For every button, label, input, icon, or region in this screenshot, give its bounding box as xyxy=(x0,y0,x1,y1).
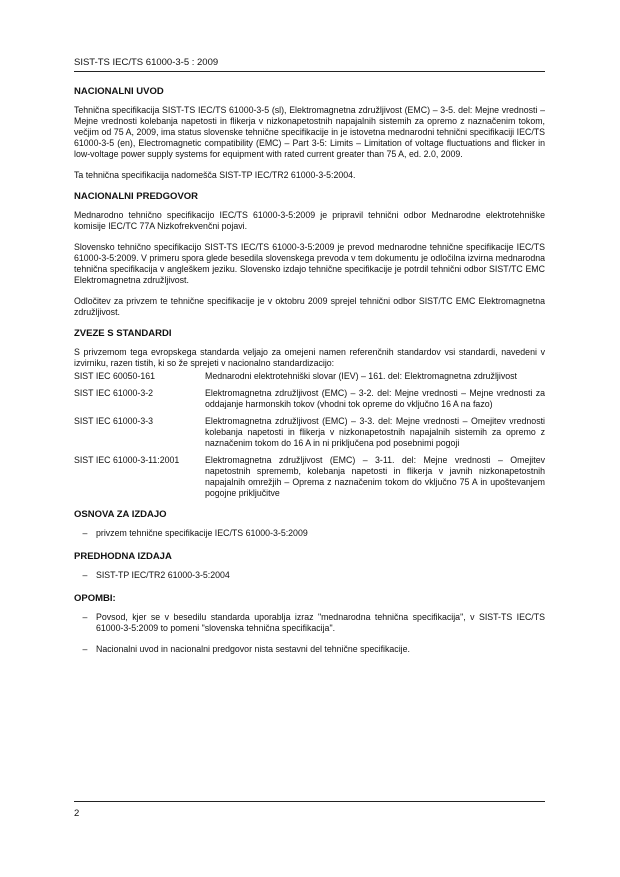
table-row xyxy=(74,416,545,449)
standard-description: Elektromagnetna združljivost (EMC) – 3-3. del: Mejne vrednosti – Omejitev vrednosti kolebanja napetosti in flikerja v nizkonapetostnih napajalnih sistemih za opremo z naznačenim tokom do 16 A in ni priključena pod posebnimi pogoji xyxy=(205,416,545,448)
section-nacionalni-predgovor xyxy=(74,191,545,318)
footer-divider xyxy=(74,801,545,802)
standard-description: Mednarodni elektrotehniški slovar (IEV) – 161. del: Elektromagnetna združljivost xyxy=(205,371,517,381)
dash-marker: – xyxy=(82,570,88,580)
dash-marker: – xyxy=(82,644,88,654)
list-item-text: privzem tehnične specifikacije IEC/TS 61000-3-5:2009 xyxy=(96,528,308,538)
paragraph: Tehnična specifikacija SIST-TS IEC/TS 61000-3-5 (sl), Elektromagnetna združljivost (EMC) – 3-5. del: Mejne vrednosti – Mejne vrednosti kolebanja napetosti in flikerja v nizkonapetostnih napajalnih sistemih za opremo z naznačenim tokom, večjim od 75 A, 2009, ima status slovenske tehnične specifikacije in je istovetna mednarodni tehnični specifikaciji IEC/TS 61000-3-5 (en), Electromagnetic compatibility (EMC) – Part 3-5: Limits – Limitation of voltage fluctuations and flicker in low-voltage power supply systems for equipment with rated current greater than 75 A, ed. 2.0, 2009. xyxy=(74,105,545,159)
table-row xyxy=(74,455,545,499)
dash-list xyxy=(74,570,545,581)
page-number: 2 xyxy=(74,808,80,819)
table-row xyxy=(74,371,545,382)
paragraph: Mednarodno tehnično specifikacijo IEC/TS 61000-3-5:2009 je pripravil tehnični odbor Mednarodne elektrotehniške komisije IEC/TC 77A Nizkofrekvenčni pojavi. xyxy=(74,210,545,231)
dash-list xyxy=(74,612,545,655)
paragraph: Slovensko tehnično specifikacijo SIST-TS IEC/TS 61000-3-5:2009 je prevod mednarodne tehnične specifikacije IEC/TS 61000-3-5:2009. V primeru spora glede besedila slovenskega prevoda v tem dokumentu je odločilna izvirna mednarodna tehnična specifikacija v angleškem jeziku. Slovensko izdajo tehnične specifikacije je potrdil tehnični odbor SIST/TC EMC Elektromagnetna združljivost. xyxy=(74,242,545,285)
section-title: OSNOVA ZA IZDAJO xyxy=(74,509,167,520)
standard-code: SIST IEC 61000-3-3 xyxy=(74,416,154,426)
list-item xyxy=(74,612,545,634)
list-item xyxy=(74,570,545,581)
section-title: NACIONALNI PREDGOVOR xyxy=(74,191,199,202)
section-title: NACIONALNI UVOD xyxy=(74,86,164,97)
section-title: PREDHODNA IZDAJA xyxy=(74,551,172,562)
running-header: SIST-TS IEC/TS 61000-3-5 : 2009 xyxy=(74,57,545,72)
list-item xyxy=(74,528,545,539)
standard-code: SIST IEC 61000-3-11:2001 xyxy=(74,455,180,465)
section-title: OPOMBI: xyxy=(74,593,116,604)
paragraph: Ta tehnična specifikacija nadomešča SIST-TP IEC/TR2 61000-3-5:2004. xyxy=(74,170,356,180)
section-nacionalni-uvod xyxy=(74,86,545,181)
standard-code: SIST IEC 60050-161 xyxy=(74,371,156,381)
standards-table xyxy=(74,371,545,499)
dash-list xyxy=(74,528,545,539)
section-title: ZVEZE S STANDARDI xyxy=(74,328,172,339)
paragraph: S privzemom tega evropskega standarda veljajo za omejeni namen referenčnih standardov vsi standardi, navedeni v izvirniku, razen tistih, ki so že sprejeti v nacionalno standardizacijo: xyxy=(74,347,545,368)
paragraph: Odločitev za privzem te tehnične specifikacije je v oktobru 2009 sprejel tehnični odbor SIST/TC EMC Elektromagnetna združljivost. xyxy=(74,296,545,317)
table-row xyxy=(74,388,545,410)
section-opombi xyxy=(74,593,545,655)
section-osnova-za-izdajo xyxy=(74,509,545,539)
standard-description: Elektromagnetna združljivost (EMC) – 3-11. del: Mejne vrednosti – Omejitev napetostnih sprememb, kolebanja napetosti in flikerja v javnih nizkonapetostnih napajalnih omrežjih – Oprema z naznačenim tokom do vključno 75 A in upoštevanjem pogojne priključitve xyxy=(205,455,545,498)
list-item xyxy=(74,644,545,655)
section-predhodna-izdaja xyxy=(74,551,545,581)
page-content xyxy=(74,86,545,667)
dash-marker: – xyxy=(82,528,88,538)
section-zveze-s-standardi xyxy=(74,328,545,499)
list-item-text: SIST-TP IEC/TR2 61000-3-5:2004 xyxy=(96,570,230,580)
list-item-text: Nacionalni uvod in nacionalni predgovor nista sestavni del tehnične specifikacije. xyxy=(96,644,410,654)
list-item-text: Povsod, kjer se v besedilu standarda uporablja izraz "mednarodna tehnična specifikacija", v SIST-TS IEC/TS 61000-3-5:2009 to pomeni "slovenska tehnična specifikacija". xyxy=(96,612,545,633)
dash-marker: – xyxy=(82,612,88,622)
standard-description: Elektromagnetna združljivost (EMC) – 3-2. del: Mejne vrednosti – Mejne vrednosti za oddajanje harmonskih tokov (vhodni tok opreme do vključno 16 A na fazo) xyxy=(205,388,545,409)
standard-code: SIST IEC 61000-3-2 xyxy=(74,388,154,398)
